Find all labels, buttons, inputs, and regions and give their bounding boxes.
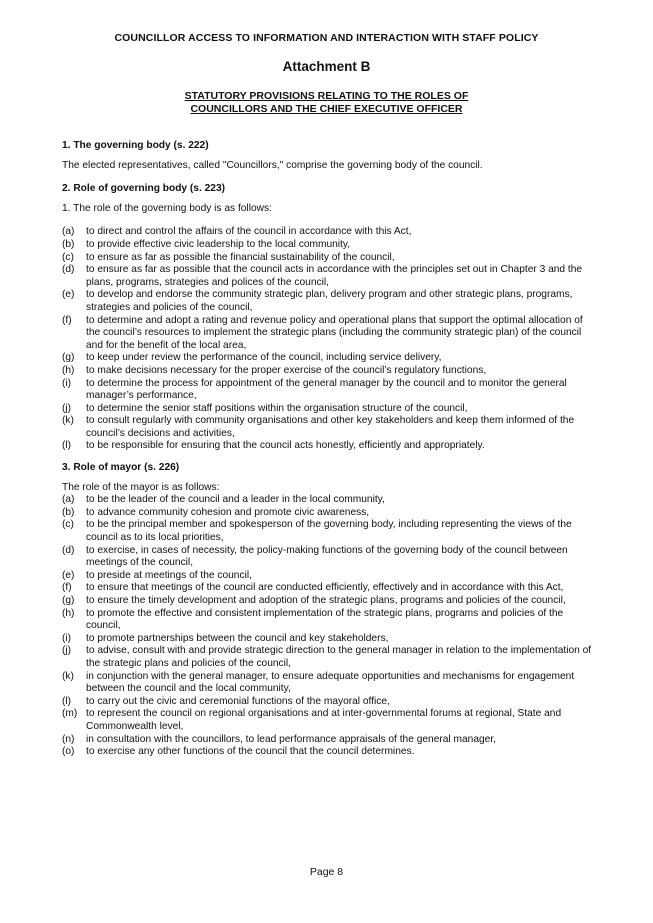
list-item [62, 595, 597, 608]
section-3-list [62, 494, 597, 758]
section-3-intro: The role of the mayor is as follows: [62, 481, 220, 493]
list-item-text: in conjunction with the general manager, to ensure adequate opportunities and mechanisms for engagement between the council and the local community, [86, 670, 575, 695]
list-item-label: (a) [62, 226, 75, 238]
list-item-label: (d) [62, 264, 75, 276]
list-item [62, 378, 597, 403]
list-item-text: to be responsible for ensuring that the council acts honestly, efficiently and appropriately. [86, 440, 485, 452]
list-item [62, 226, 597, 239]
list-item-text: to be the principal member and spokesperson of the governing body, including representing the views of the council as to its local priorities, [86, 519, 572, 544]
section-1-text: The elected representatives, called "Councillors," comprise the governing body of the council. [62, 159, 483, 171]
page-number: Page 8 [309, 866, 344, 878]
list-item-text: to develop and endorse the community strategic plan, delivery program and other strategic plans, programs, strategies and policies of the council, [86, 289, 573, 313]
list-item-text: to advance community cohesion and promote civic awareness, [86, 506, 370, 518]
list-item [62, 545, 597, 570]
subtitle-line-1: STATUTORY PROVISIONS RELATING TO THE ROLES OF [184, 90, 469, 102]
list-item-text: to carry out the civic and ceremonial functions of the mayoral office, [86, 695, 390, 707]
list-item-text: in consultation with the councillors, to lead performance appraisals of the general manager, [86, 733, 497, 745]
list-item [62, 315, 597, 353]
list-item [62, 365, 597, 378]
list-item-label: (g) [62, 595, 75, 606]
list-item-label: (e) [62, 569, 75, 581]
list-item [62, 403, 597, 416]
list-item-label: (c) [62, 519, 74, 531]
list-item-label: (c) [62, 251, 74, 263]
list-item-label: (h) [62, 607, 75, 619]
list-item-text: to promote partnerships between the council and key stakeholders, [86, 632, 389, 644]
list-item-label: (f) [62, 314, 72, 326]
list-item-label: (h) [62, 364, 75, 376]
list-item-text: to determine and adopt a rating and revenue policy and operational plans that support the optimal allocation of the council’s resources to implement the strategic plans (including the community strategic plan) of the council and for the benefit of the local area, [86, 314, 583, 351]
list-item-text: to determine the senior staff positions within the organisation structure of the council, [86, 402, 468, 414]
section-2-intro: 1. The role of the governing body is as follows: [62, 202, 272, 214]
subtitle-line-2: COUNCILLORS AND THE CHIEF EXECUTIVE OFFICER [190, 102, 463, 115]
list-item-text: to direct and control the affairs of the council in accordance with this Act, [86, 226, 412, 238]
list-item-text: to make decisions necessary for the proper exercise of the council’s regulatory functions, [86, 364, 487, 376]
list-item-text: to be the leader of the council and a leader in the local community, [86, 494, 385, 506]
list-item-text: to ensure as far as possible that the council acts in accordance with the principles set out in Chapter 3 and the plans, programs, strategies and polices of the council, [86, 264, 583, 288]
list-item-text: to provide effective civic leadership to the local community, [86, 238, 351, 250]
list-item [62, 494, 597, 507]
list-item-label: (l) [62, 695, 72, 707]
section-3-heading: 3. Role of mayor (s. 226) [62, 462, 180, 474]
list-item-label: (j) [62, 645, 72, 657]
list-item [62, 645, 597, 670]
list-item [62, 239, 597, 252]
list-item-text: to promote the effective and consistent implementation of the strategic plans, programs and policies of the council, [86, 607, 564, 632]
list-item-text: to ensure the timely development and adoption of the strategic plans, programs and policies of the council, [86, 595, 566, 606]
list-item-label: (f) [62, 582, 72, 594]
list-item-text: to represent the council on regional organisations and at inter-governmental forums at regional, State and Commonwealth level, [86, 708, 562, 732]
list-item [62, 415, 597, 440]
list-item-label: (i) [62, 632, 72, 644]
list-item-text: to consult regularly with community organisations and other key stakeholders and keep them informed of the council’s decisions and activities, [86, 415, 575, 439]
list-item [62, 352, 597, 365]
list-item-label: (o) [62, 746, 75, 758]
list-item [62, 708, 597, 733]
document-body [62, 140, 597, 759]
list-item [62, 570, 597, 583]
list-item-label: (k) [62, 670, 74, 682]
list-item [62, 289, 597, 314]
list-item [62, 582, 597, 595]
list-item [62, 440, 597, 453]
list-item [62, 696, 597, 709]
list-item-text: to determine the process for appointment of the general manager by the council and to monitor the general manager’s performance, [86, 377, 567, 402]
list-item-label: (d) [62, 544, 75, 556]
section-2-heading: 2. Role of governing body (s. 223) [62, 183, 226, 195]
list-item-text: to exercise, in cases of necessity, the policy-making functions of the governing body of the council between meetings of the council, [86, 544, 568, 569]
list-item-text: to advise, consult with and provide strategic direction to the general manager in relation to the implementation of the strategic plans and policies of the council, [86, 645, 592, 669]
list-item [62, 633, 597, 646]
list-item-label: (j) [62, 402, 72, 414]
list-item-label: (k) [62, 415, 74, 427]
attachment-title: Attachment B [282, 59, 371, 74]
list-item [62, 734, 597, 747]
list-item [62, 519, 597, 544]
list-item [62, 671, 597, 696]
list-item [62, 746, 597, 759]
list-item-label: (b) [62, 238, 75, 250]
list-item [62, 264, 597, 289]
list-item-label: (e) [62, 289, 75, 301]
list-item-label: (g) [62, 352, 75, 364]
list-item [62, 608, 597, 633]
list-item-text: to preside at meetings of the council, [86, 569, 252, 581]
list-item [62, 507, 597, 520]
list-item-label: (b) [62, 506, 75, 518]
list-item-label: (a) [62, 494, 75, 506]
document-subtitle [0, 90, 653, 115]
section-1-heading: 1. The governing body (s. 222) [62, 140, 209, 151]
document-header: COUNCILLOR ACCESS TO INFORMATION AND INTERACTION WITH STAFF POLICY [114, 32, 539, 44]
list-item-label: (m) [62, 708, 78, 720]
list-item [62, 252, 597, 265]
list-item-text: to ensure that meetings of the council are conducted efficiently, effectively and in accordance with this Act, [86, 582, 564, 594]
list-item-text: to keep under review the performance of the council, including service delivery, [86, 352, 442, 364]
list-item-label: (i) [62, 377, 72, 389]
list-item-text: to ensure as far as possible the financial sustainability of the council, [86, 251, 395, 263]
list-item-text: to exercise any other functions of the council that the council determines. [86, 746, 415, 758]
section-2-list [62, 226, 597, 453]
list-item-label: (n) [62, 733, 75, 745]
list-item-label: (l) [62, 440, 72, 452]
